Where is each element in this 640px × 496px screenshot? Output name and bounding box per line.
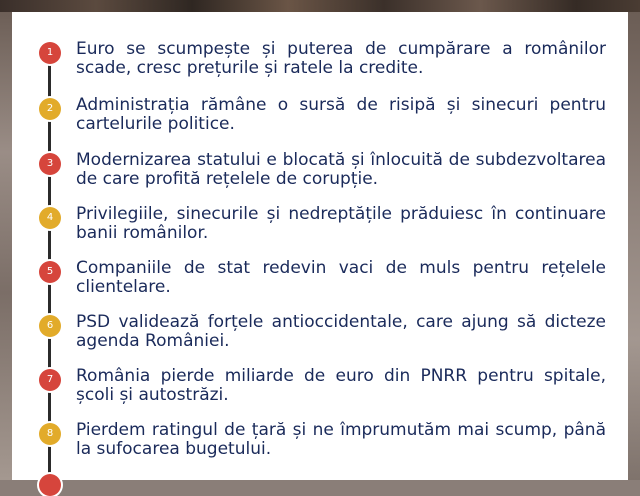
number-badge: 2 <box>39 98 61 120</box>
number-badge: 1 <box>39 42 61 64</box>
list-item-text: Privilegiile, sinecurile și nedreptățile prăduiesc în continuare banii românilor. <box>76 204 606 243</box>
list-item-text: PSD validează forțele antioccidentale, care ajung să dicteze agenda României. <box>76 312 606 351</box>
list-item-text: Administrația rămâne o sursă de risipă și sinecuri pentru cartelurile politice. <box>76 95 606 134</box>
number-badge: 8 <box>39 423 61 445</box>
number-badge: 3 <box>39 153 61 175</box>
background-photo-right <box>628 12 640 480</box>
background-photo-top <box>0 0 640 12</box>
number-badge-partial <box>39 474 61 496</box>
list-item-text: Euro se scumpește și puterea de cumpărare a românilor scade, cresc prețurile și ratele la credite. <box>76 39 606 78</box>
number-badge: 4 <box>39 207 61 229</box>
list-item-text: Pierdem ratingul de țară și ne împrumutăm mai scump, până la sufocarea bugetului. <box>76 420 606 459</box>
number-badge: 6 <box>39 315 61 337</box>
number-badge: 5 <box>39 261 61 283</box>
list-item-text: Companiile de stat redevin vaci de muls pentru rețelele clientelare. <box>76 258 606 297</box>
list-card <box>12 12 628 480</box>
list-item-text: România pierde miliarde de euro din PNRR pentru spitale, școli și autostrăzi. <box>76 366 606 405</box>
list-item-text: Modernizarea statului e blocată și înlocuită de subdezvoltarea de care profită rețelele de corupție. <box>76 150 606 189</box>
number-badge: 7 <box>39 369 61 391</box>
background-photo-left <box>0 12 12 480</box>
